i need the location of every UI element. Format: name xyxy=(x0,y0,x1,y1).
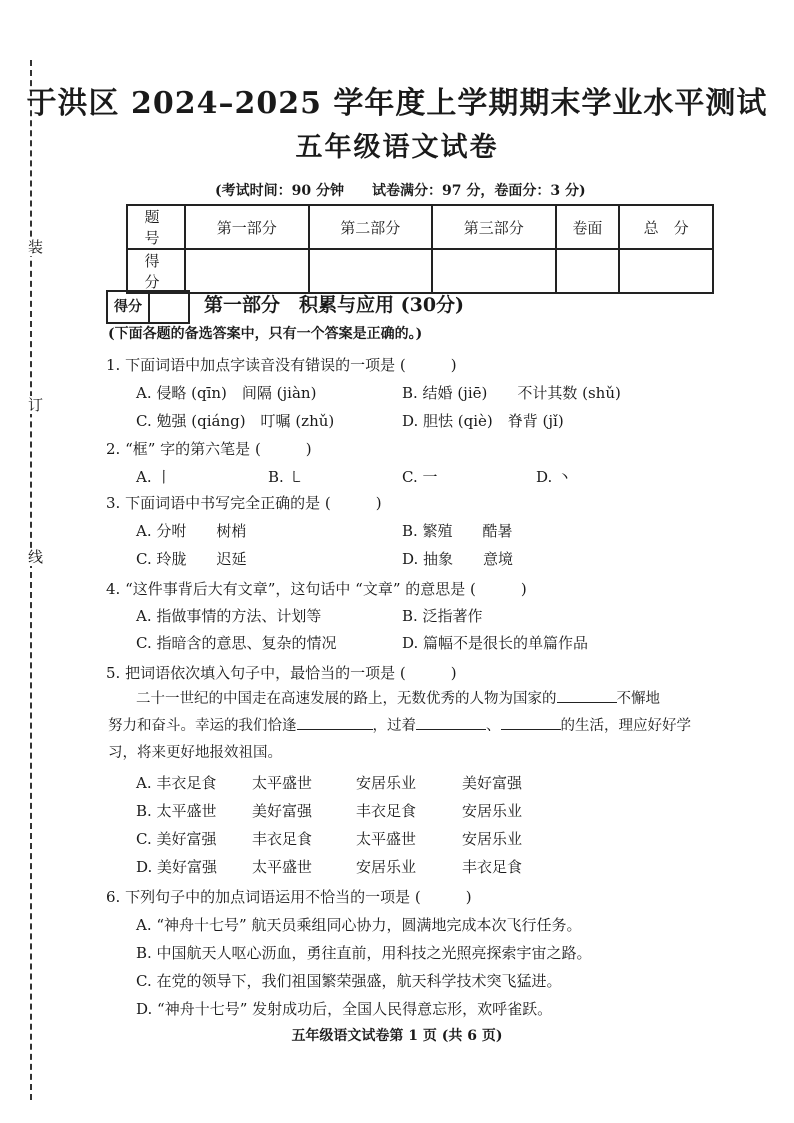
question-4-option-a: A. 指做事情的方法、计划等 xyxy=(136,607,322,625)
score-input-cell[interactable] xyxy=(432,249,556,293)
question-1-option-b: B. 结婚 (jiē) 不计其数 (shǔ) xyxy=(402,384,621,402)
question-5-option-b-word: 安居乐业 xyxy=(462,802,523,820)
question-1-option-c: C. 勉强 (qiáng) 叮嘱 (zhǔ) xyxy=(136,412,335,430)
question-3-stem: 3. 下面词语中书写完全正确的是 ( ) xyxy=(106,494,382,512)
question-2-option-d: D. 丶 xyxy=(536,468,573,486)
score-input-cell[interactable] xyxy=(556,249,620,293)
score-table-cell: 第二部分 xyxy=(309,205,433,249)
passage-text: 、 xyxy=(486,718,501,734)
score-table-cell: 题 号 xyxy=(127,205,185,249)
question-4-option-d: D. 篇幅不是很长的单篇作品 xyxy=(402,634,589,652)
score-input-cell[interactable] xyxy=(619,249,713,293)
section-title: 第一部分 积累与应用 (30分) xyxy=(204,294,465,316)
score-table-header-row xyxy=(127,205,713,249)
question-5-option-a-word: 美好富强 xyxy=(462,774,523,792)
fill-blank[interactable] xyxy=(297,715,373,730)
question-5-option-b-word: 美好富强 xyxy=(252,802,313,820)
score-input-cell[interactable] xyxy=(309,249,433,293)
question-2-option-b: B. ㇄ xyxy=(268,468,304,486)
question-1-option-a: A. 侵略 (qīn) 间隔 (jiàn) xyxy=(136,384,317,402)
question-5-option-a-word: 安居乐业 xyxy=(356,774,417,792)
question-4-stem: 4. “这件事背后大有文章”，这句话中 “文章” 的意思是 ( ) xyxy=(106,580,527,598)
question-3-option-c: C. 玲胧 迟延 xyxy=(136,550,247,568)
score-table-cell: 得 分 xyxy=(127,249,185,293)
exam-title: 于洪区 2024–2025 学年度上学期期末学业水平测试 xyxy=(26,86,768,121)
question-2-option-a: A. 丨 xyxy=(136,468,172,486)
question-5-option-c-word: 丰衣足食 xyxy=(252,830,313,848)
question-6-option-c: C. 在党的领导下，我们祖国繁荣强盛，航天科学技术突飞猛进。 xyxy=(136,972,562,990)
passage-text: 的生活，理应好好学 xyxy=(560,718,691,734)
question-5-option-a-word: 太平盛世 xyxy=(252,774,313,792)
section-score-label: 得分 xyxy=(108,292,150,322)
question-5-option-c-word: 安居乐业 xyxy=(462,830,523,848)
question-5-stem: 5. 把词语依次填入句子中，最恰当的一项是 ( ) xyxy=(106,664,457,682)
question-1-stem: 1. 下面词语中加点字读音没有错误的一项是 ( ) xyxy=(106,356,457,374)
question-2-stem: 2. “框” 字的第六笔是 ( ) xyxy=(106,440,312,458)
question-5-option-b: B. 太平盛世 xyxy=(136,802,217,820)
question-5-option-c: C. 美好富强 xyxy=(136,830,217,848)
score-table-cell: 总 分 xyxy=(619,205,713,249)
question-5-option-d-word: 安居乐业 xyxy=(356,858,417,876)
question-5-option-d-word: 丰衣足食 xyxy=(462,858,523,876)
binding-char-ding: 订 xyxy=(28,396,44,414)
exam-subtitle: 五年级语文试卷 xyxy=(295,132,499,163)
fill-blank[interactable] xyxy=(416,715,486,730)
question-4-option-c: C. 指暗含的意思、复杂的情况 xyxy=(136,634,337,652)
score-table-cell: 卷面 xyxy=(556,205,620,249)
score-table-cell: 第一部分 xyxy=(185,205,309,249)
passage-text: 习，将来更好地报效祖国。 xyxy=(108,745,282,761)
exam-info: (考试时间：90 分钟 试卷满分：97 分，卷面分：3 分) xyxy=(215,183,586,199)
question-5-option-d: D. 美好富强 xyxy=(136,858,218,876)
question-6-stem: 6. 下列句子中的加点词语运用不恰当的一项是 ( ) xyxy=(106,888,472,906)
question-4-option-b: B. 泛指著作 xyxy=(402,607,483,625)
question-2-option-c: C. 一 xyxy=(402,468,438,486)
question-3-option-a: A. 分咐 树梢 xyxy=(136,522,247,540)
question-6-option-a: A. “神舟十七号” 航天员乘组同心协力，圆满地完成本次飞行任务。 xyxy=(136,916,582,934)
page-footer: 五年级语文试卷第 1 页 (共 6 页) xyxy=(291,1028,503,1044)
binding-line xyxy=(30,60,32,1100)
question-6-option-d: D. “神舟十七号” 发射成功后，全国人民得意忘形，欢呼雀跃。 xyxy=(136,1000,553,1018)
question-5-option-b-word: 丰衣足食 xyxy=(356,802,417,820)
question-5-option-a: A. 丰衣足食 xyxy=(136,774,217,792)
question-5-option-d-word: 太平盛世 xyxy=(252,858,313,876)
passage-text: ，过着 xyxy=(372,718,416,734)
passage-text: 努力和奋斗。幸运的我们恰逢 xyxy=(108,718,297,734)
passage-text: 二十一世纪的中国走在高速发展的路上，无数优秀的人物为国家的 xyxy=(136,691,557,707)
fill-blank[interactable] xyxy=(501,715,561,730)
section-score-box[interactable] xyxy=(106,290,190,324)
score-table-score-row xyxy=(127,249,713,293)
section-note: (下面各题的备选答案中，只有一个答案是正确的。) xyxy=(108,326,423,342)
question-3-option-d: D. 抽象 意境 xyxy=(402,550,514,568)
score-table-cell: 第三部分 xyxy=(432,205,556,249)
question-6-option-b: B. 中国航天人呕心沥血，勇往直前，用科技之光照亮探索宇宙之路。 xyxy=(136,944,592,962)
question-1-option-d: D. 胆怯 (qiè) 脊背 (jǐ) xyxy=(402,412,564,430)
question-3-option-b: B. 繁殖 酷暑 xyxy=(402,522,513,540)
passage-text: 不懈地 xyxy=(616,691,660,707)
fill-blank[interactable] xyxy=(557,688,617,703)
binding-char-zhuang: 装 xyxy=(28,238,44,256)
binding-char-xian: 线 xyxy=(28,548,44,566)
question-5-passage xyxy=(108,686,714,767)
score-table xyxy=(126,204,714,294)
score-input-cell[interactable] xyxy=(185,249,309,293)
question-5-option-c-word: 太平盛世 xyxy=(356,830,417,848)
